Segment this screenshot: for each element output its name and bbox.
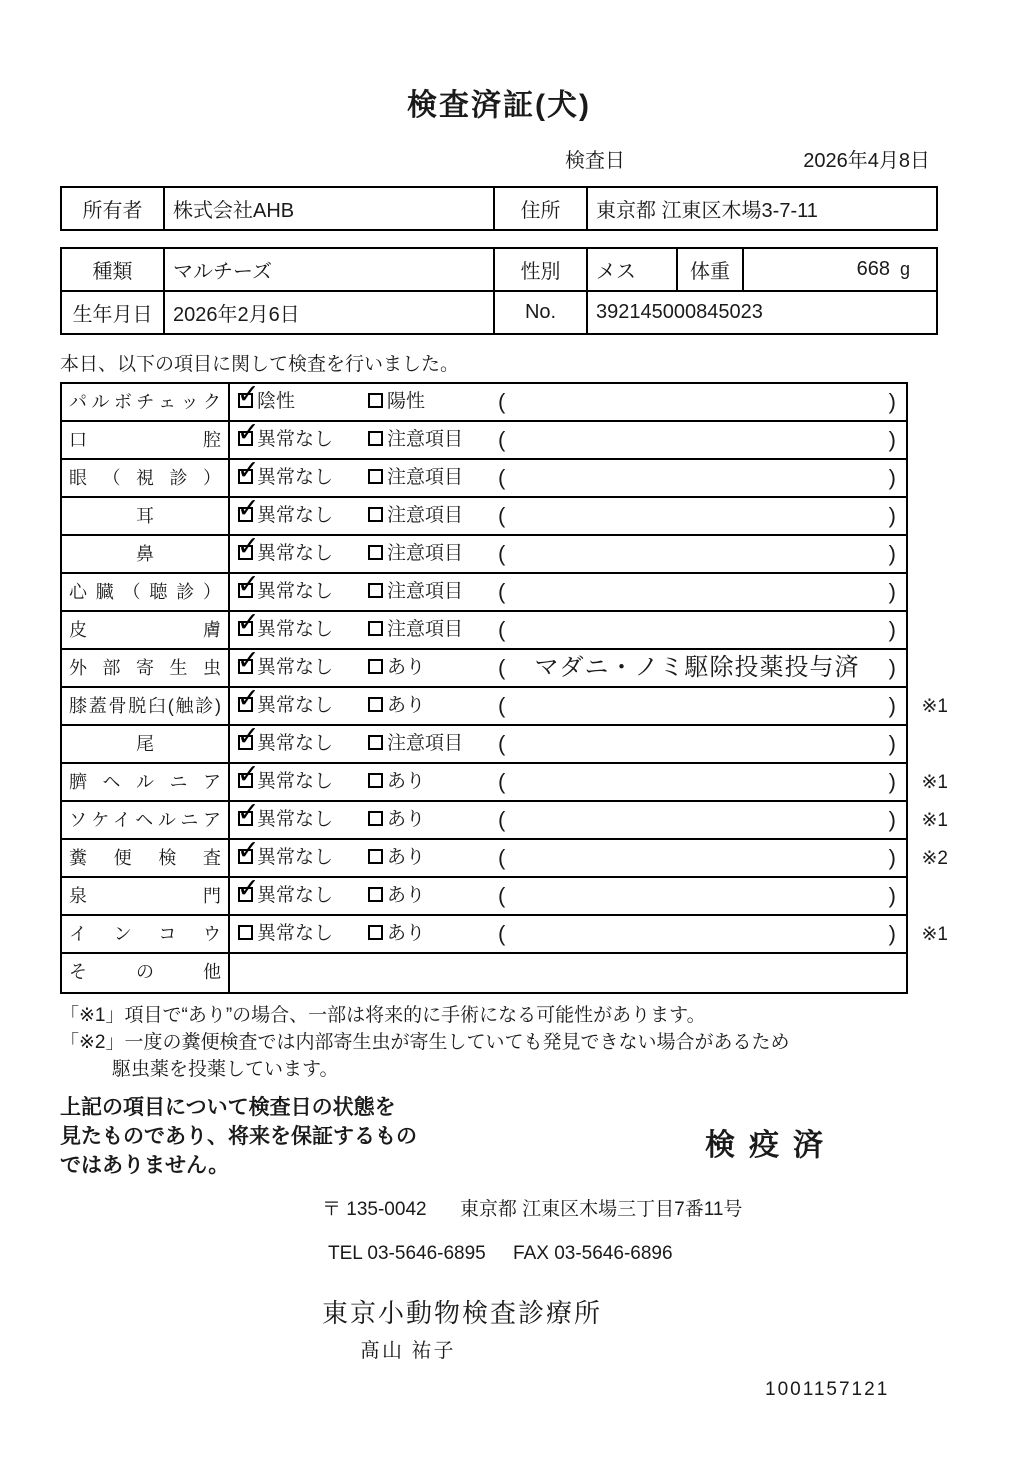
option-label: 異常なし bbox=[257, 771, 334, 792]
remarks-field bbox=[498, 422, 896, 458]
option-unchecked bbox=[238, 916, 333, 952]
option-checked bbox=[238, 764, 333, 800]
option-checked bbox=[238, 840, 333, 876]
inspection-item-label: 心臓（聴診） bbox=[62, 574, 230, 610]
remarks-field bbox=[498, 764, 896, 800]
clinic-postal-code: 〒 135-0042 bbox=[322, 1199, 427, 1220]
option-label: 異常なし bbox=[257, 657, 334, 678]
option-label: 陰性 bbox=[257, 391, 296, 412]
remarks-field bbox=[498, 840, 896, 876]
inspection-item-content bbox=[230, 612, 906, 648]
footnote-mark: ※1 bbox=[921, 810, 948, 831]
option-unchecked bbox=[368, 384, 425, 420]
inspection-item-content bbox=[230, 802, 906, 838]
option-label: 注意項目 bbox=[387, 543, 464, 564]
weight-label: 体重 bbox=[676, 249, 742, 290]
inspection-item-content bbox=[230, 840, 906, 876]
checkbox-checked-icon bbox=[238, 887, 253, 902]
option-checked bbox=[238, 384, 295, 420]
option-unchecked bbox=[368, 916, 425, 952]
option-label: 異常なし bbox=[257, 619, 334, 640]
option-label: 異常なし bbox=[257, 733, 334, 754]
inspection-row bbox=[62, 384, 906, 422]
remarks-text bbox=[505, 536, 888, 572]
checkbox-checked-icon bbox=[238, 659, 253, 674]
close-paren: ) bbox=[888, 503, 896, 528]
quarantine-stamp: 検疫済 bbox=[705, 1129, 837, 1162]
checkbox-unchecked-icon bbox=[238, 925, 253, 940]
option-label: 異常なし bbox=[257, 885, 334, 906]
option-label: 異常なし bbox=[257, 695, 334, 716]
serial-number: 1001157121 bbox=[765, 1379, 890, 1400]
option-label: 陽性 bbox=[387, 391, 426, 412]
option-label: 異常なし bbox=[257, 543, 334, 564]
close-paren: ) bbox=[888, 655, 896, 680]
pet-table-row-2 bbox=[62, 290, 936, 333]
remarks-text bbox=[505, 574, 888, 610]
footnote-mark: ※2 bbox=[921, 848, 948, 869]
open-paren: ( bbox=[498, 807, 506, 832]
checkbox-unchecked-icon bbox=[368, 469, 383, 484]
footnotes bbox=[60, 1002, 938, 1083]
footnote-mark: ※1 bbox=[921, 924, 948, 945]
option-unchecked bbox=[368, 802, 425, 838]
checkbox-unchecked-icon bbox=[368, 659, 383, 674]
close-paren: ) bbox=[888, 427, 896, 452]
option-label: 注意項目 bbox=[387, 619, 464, 640]
open-paren: ( bbox=[498, 465, 506, 490]
inspection-table bbox=[60, 382, 948, 994]
inspection-row bbox=[62, 764, 948, 802]
remarks-field bbox=[498, 802, 896, 838]
option-label: あり bbox=[387, 923, 426, 944]
option-checked bbox=[238, 650, 333, 686]
remarks-text bbox=[505, 422, 888, 458]
remarks-field bbox=[498, 916, 896, 952]
open-paren: ( bbox=[498, 617, 506, 642]
inspection-row bbox=[62, 574, 906, 612]
footnote-mark: ※1 bbox=[921, 772, 948, 793]
open-paren: ( bbox=[498, 693, 506, 718]
remarks-text bbox=[505, 498, 888, 534]
doctor-name: 髙山 祐子 bbox=[360, 1340, 456, 1362]
checkbox-checked-icon bbox=[238, 621, 253, 636]
remarks-field bbox=[498, 536, 896, 572]
inspection-item-label: 耳 bbox=[62, 498, 230, 534]
remarks-text: マダニ・ノミ駆除投薬投与済 bbox=[534, 654, 860, 681]
inspection-item-content bbox=[230, 574, 906, 610]
option-label: 異常なし bbox=[257, 581, 334, 602]
option-label: 異常なし bbox=[257, 923, 334, 944]
inspection-item-content bbox=[230, 764, 906, 800]
inspection-item-label: 眼（視診） bbox=[62, 460, 230, 496]
option-label: 注意項目 bbox=[387, 467, 464, 488]
clinic-address-line bbox=[322, 1194, 1011, 1221]
option-unchecked bbox=[368, 612, 463, 648]
remarks-field bbox=[498, 726, 896, 762]
checkbox-checked-icon bbox=[238, 393, 253, 408]
inspection-row bbox=[62, 422, 906, 460]
open-paren: ( bbox=[498, 579, 506, 604]
clinic-tel: TEL 03-5646-6895 bbox=[328, 1243, 486, 1264]
inspection-item-content bbox=[230, 726, 906, 762]
checkbox-unchecked-icon bbox=[368, 431, 383, 446]
inspection-item-content bbox=[230, 536, 906, 572]
inspection-item-label: 糞便検査 bbox=[62, 840, 230, 876]
inspection-row bbox=[62, 726, 906, 764]
close-paren: ) bbox=[888, 769, 896, 794]
option-unchecked bbox=[368, 574, 463, 610]
open-paren: ( bbox=[498, 389, 506, 414]
option-unchecked bbox=[368, 878, 425, 914]
inspection-item-content bbox=[230, 878, 906, 914]
disclaimer-line2: 見たものであり、将来を保証するもの bbox=[60, 1125, 417, 1148]
inspection-item-content bbox=[230, 650, 906, 686]
inspection-row bbox=[62, 840, 948, 878]
option-checked bbox=[238, 422, 333, 458]
weight-unit: g bbox=[899, 259, 910, 279]
inspection-item-label: 尾 bbox=[62, 726, 230, 762]
checkbox-checked-icon bbox=[238, 697, 253, 712]
inspection-row bbox=[62, 802, 948, 840]
open-paren: ( bbox=[498, 541, 506, 566]
close-paren: ) bbox=[888, 389, 896, 414]
checkbox-unchecked-icon bbox=[368, 773, 383, 788]
option-checked bbox=[238, 536, 333, 572]
close-paren: ) bbox=[888, 807, 896, 832]
type-value: マルチーズ bbox=[163, 249, 493, 290]
remarks-field bbox=[498, 460, 896, 496]
disclaimer-line1: 上記の項目について検査日の状態を bbox=[60, 1096, 396, 1119]
option-label: あり bbox=[387, 657, 426, 678]
checkbox-unchecked-icon bbox=[368, 849, 383, 864]
inspection-item-content bbox=[230, 460, 906, 496]
sex-value: メス bbox=[586, 249, 676, 290]
inspection-date-row bbox=[60, 144, 938, 170]
checkbox-checked-icon bbox=[238, 507, 253, 522]
remarks-text bbox=[505, 840, 888, 876]
option-unchecked bbox=[368, 840, 425, 876]
remarks-text bbox=[505, 726, 888, 762]
close-paren: ) bbox=[888, 465, 896, 490]
option-label: あり bbox=[387, 847, 426, 868]
remarks-field bbox=[498, 498, 896, 534]
remarks-text bbox=[505, 764, 888, 800]
checkbox-checked-icon bbox=[238, 469, 253, 484]
inspection-item-label: ソケイヘルニア bbox=[62, 802, 230, 838]
inspection-date-label: 検査日 bbox=[565, 150, 625, 172]
clinic-fax: FAX 03-5646-6896 bbox=[513, 1243, 673, 1264]
remarks-field bbox=[498, 650, 896, 686]
checkbox-unchecked-icon bbox=[368, 697, 383, 712]
option-label: 注意項目 bbox=[387, 733, 464, 754]
checkbox-unchecked-icon bbox=[368, 545, 383, 560]
remarks-field bbox=[498, 384, 896, 420]
close-paren: ) bbox=[888, 579, 896, 604]
inspection-item-content bbox=[230, 498, 906, 534]
remarks-field bbox=[498, 688, 896, 724]
option-label: 異常なし bbox=[257, 505, 334, 526]
option-unchecked bbox=[368, 422, 463, 458]
inspection-item-content bbox=[230, 954, 906, 992]
option-unchecked bbox=[368, 536, 463, 572]
checkbox-checked-icon bbox=[238, 773, 253, 788]
remarks-text bbox=[505, 460, 888, 496]
inspection-row bbox=[62, 460, 906, 498]
inspection-row bbox=[62, 878, 906, 916]
option-checked bbox=[238, 726, 333, 762]
open-paren: ( bbox=[498, 655, 506, 680]
option-checked bbox=[238, 612, 333, 648]
remarks-text bbox=[505, 384, 888, 420]
weight-value-cell bbox=[742, 249, 936, 290]
open-paren: ( bbox=[498, 503, 506, 528]
option-checked bbox=[238, 878, 333, 914]
remarks-text bbox=[505, 612, 888, 648]
option-unchecked bbox=[368, 726, 463, 762]
option-label: 異常なし bbox=[257, 467, 334, 488]
open-paren: ( bbox=[498, 427, 506, 452]
inspection-row bbox=[62, 536, 906, 574]
inspection-item-label: パルボチェック bbox=[62, 384, 230, 420]
no-label: No. bbox=[493, 292, 586, 333]
page-title: 検査済証(犬) bbox=[407, 89, 591, 122]
inspection-row bbox=[62, 954, 906, 992]
inspection-item-label: 鼻 bbox=[62, 536, 230, 572]
inspection-item-label: 口腔 bbox=[62, 422, 230, 458]
inspection-item-content bbox=[230, 916, 906, 952]
checkbox-checked-icon bbox=[238, 735, 253, 750]
checkbox-unchecked-icon bbox=[368, 507, 383, 522]
checkbox-unchecked-icon bbox=[368, 393, 383, 408]
footnote-2-line1: 「※2」一度の糞便検査では内部寄生虫が寄生していても発見できない場合があるため bbox=[60, 1032, 790, 1053]
inspection-date-value: 2026年4月8日 bbox=[803, 150, 930, 172]
open-paren: ( bbox=[498, 921, 506, 946]
close-paren: ) bbox=[888, 883, 896, 908]
inspection-row bbox=[62, 916, 948, 954]
owner-table bbox=[60, 186, 938, 231]
checkbox-unchecked-icon bbox=[368, 735, 383, 750]
footnote-1: 「※1」項目で“あり”の場合、一部は将来的に手術になる可能性があります。 bbox=[60, 1005, 706, 1026]
option-label: あり bbox=[387, 771, 426, 792]
pet-table-row-1 bbox=[62, 249, 936, 290]
option-checked bbox=[238, 688, 333, 724]
option-label: 異常なし bbox=[257, 429, 334, 450]
inspection-row bbox=[62, 688, 948, 726]
remarks-text bbox=[505, 802, 888, 838]
option-label: 注意項目 bbox=[387, 505, 464, 526]
option-unchecked bbox=[368, 650, 425, 686]
remarks-text bbox=[505, 878, 888, 914]
inspection-row bbox=[62, 612, 906, 650]
inspection-item-content bbox=[230, 422, 906, 458]
inspection-item-label: 膝蓋骨脱臼(触診) bbox=[62, 688, 230, 724]
footnote-mark: ※1 bbox=[921, 696, 948, 717]
checkbox-checked-icon bbox=[238, 583, 253, 598]
close-paren: ) bbox=[888, 541, 896, 566]
open-paren: ( bbox=[498, 883, 506, 908]
inspection-item-content bbox=[230, 384, 906, 420]
option-unchecked bbox=[368, 764, 425, 800]
checkbox-unchecked-icon bbox=[368, 621, 383, 636]
address-label: 住所 bbox=[493, 188, 586, 229]
inspection-item-label: 外部寄生虫 bbox=[62, 650, 230, 686]
pet-table bbox=[60, 247, 938, 335]
inspection-item-label: 泉門 bbox=[62, 878, 230, 914]
inspection-row bbox=[62, 650, 906, 688]
checkbox-unchecked-icon bbox=[368, 811, 383, 826]
checkbox-unchecked-icon bbox=[368, 925, 383, 940]
open-paren: ( bbox=[498, 731, 506, 756]
option-checked bbox=[238, 802, 333, 838]
inspection-item-content bbox=[230, 688, 906, 724]
close-paren: ) bbox=[888, 921, 896, 946]
inspection-item-label: インコウ bbox=[62, 916, 230, 952]
footnote-2-line2: 駆虫薬を投薬しています。 bbox=[112, 1059, 339, 1080]
option-unchecked bbox=[368, 688, 425, 724]
sex-label: 性別 bbox=[493, 249, 586, 290]
option-label: あり bbox=[387, 695, 426, 716]
owner-label: 所有者 bbox=[82, 200, 143, 222]
checkbox-checked-icon bbox=[238, 811, 253, 826]
inspection-item-label: 臍ヘルニア bbox=[62, 764, 230, 800]
intro-text: 本日、以下の項目に関して検査を行いました。 bbox=[60, 354, 460, 375]
disclaimer-block bbox=[60, 1093, 938, 1180]
close-paren: ) bbox=[888, 693, 896, 718]
remarks-field bbox=[498, 574, 896, 610]
inspection-item-label: 皮膚 bbox=[62, 612, 230, 648]
type-label: 種類 bbox=[92, 261, 133, 283]
checkbox-checked-icon bbox=[238, 545, 253, 560]
open-paren: ( bbox=[498, 769, 506, 794]
checkbox-unchecked-icon bbox=[368, 583, 383, 598]
clinic-name: 東京小動物検査診療所 bbox=[322, 1298, 603, 1328]
option-label: 注意項目 bbox=[387, 581, 464, 602]
clinic-address: 東京都 江東区木場三丁目7番11号 bbox=[459, 1199, 743, 1220]
no-value: 392145000845023 bbox=[586, 292, 936, 333]
checkbox-unchecked-icon bbox=[368, 887, 383, 902]
remarks-text bbox=[505, 916, 888, 952]
remarks-field bbox=[498, 612, 896, 648]
birth-value: 2026年2月6日 bbox=[163, 292, 493, 333]
disclaimer-line3: ではありません。 bbox=[60, 1154, 230, 1177]
owner-value: 株式会社AHB bbox=[163, 188, 493, 229]
close-paren: ) bbox=[888, 617, 896, 642]
option-label: 異常なし bbox=[257, 847, 334, 868]
option-label: あり bbox=[387, 885, 426, 906]
option-checked bbox=[238, 574, 333, 610]
option-unchecked bbox=[368, 460, 463, 496]
birth-label: 生年月日 bbox=[72, 304, 153, 326]
address-value: 東京都 江東区木場3-7-11 bbox=[586, 188, 936, 229]
option-checked bbox=[238, 460, 333, 496]
close-paren: ) bbox=[888, 845, 896, 870]
option-unchecked bbox=[368, 498, 463, 534]
option-checked bbox=[238, 498, 333, 534]
checkbox-checked-icon bbox=[238, 849, 253, 864]
inspection-item-label: その他 bbox=[62, 954, 230, 992]
option-label: 注意項目 bbox=[387, 429, 464, 450]
option-label: あり bbox=[387, 809, 426, 830]
checkbox-checked-icon bbox=[238, 431, 253, 446]
option-label: 異常なし bbox=[257, 809, 334, 830]
remarks-text bbox=[505, 688, 888, 724]
inspection-row bbox=[62, 498, 906, 536]
weight-value: 668 bbox=[856, 258, 890, 280]
remarks-field bbox=[498, 878, 896, 914]
open-paren: ( bbox=[498, 845, 506, 870]
clinic-tel-line bbox=[328, 1243, 1011, 1265]
close-paren: ) bbox=[888, 731, 896, 756]
